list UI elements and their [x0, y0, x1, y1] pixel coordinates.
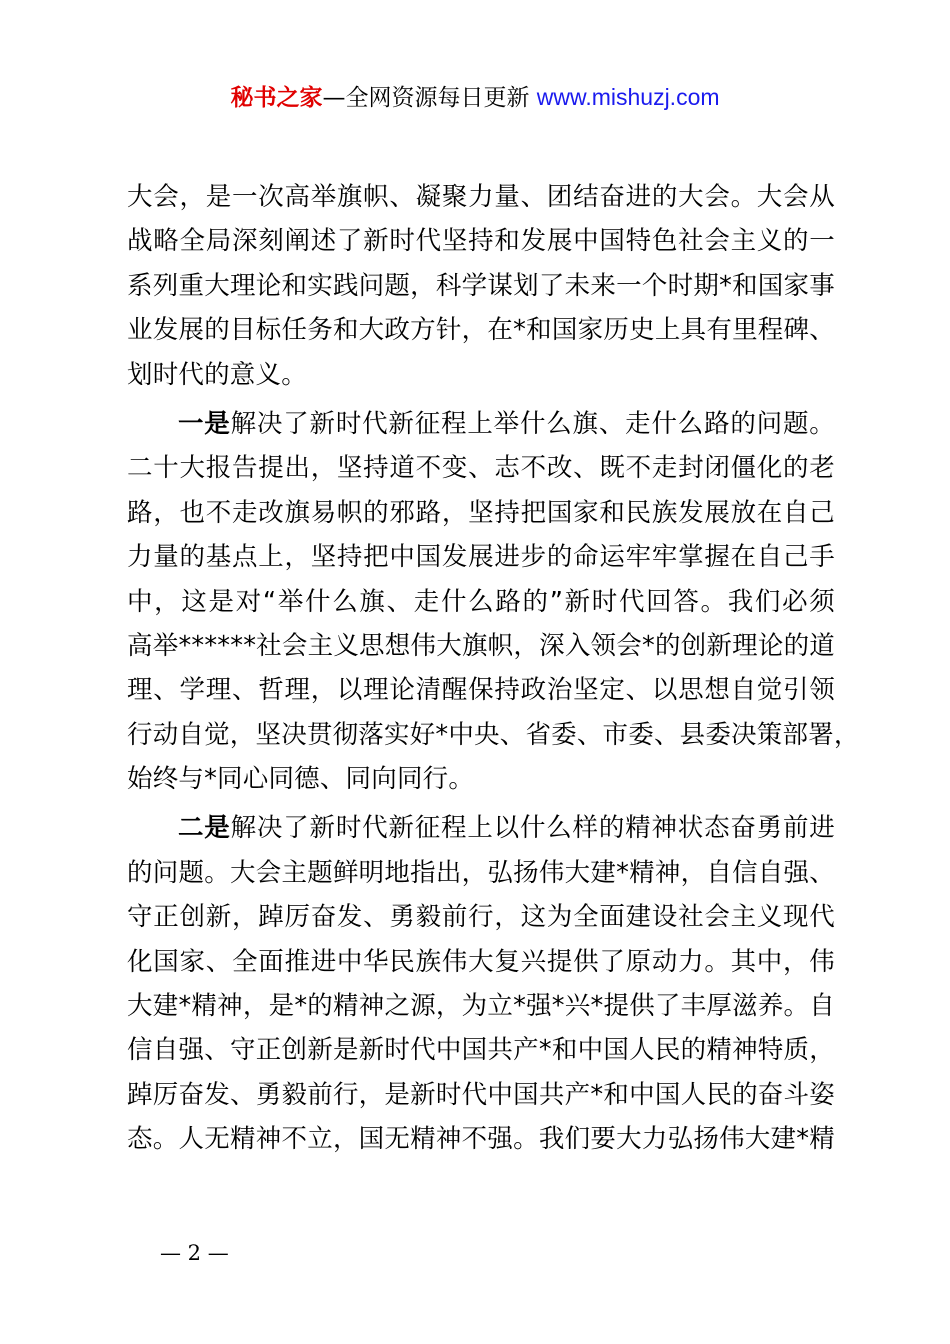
text-line: 行动自觉，坚决贯彻落实好*中央、省委、市委、县委决策部署， [127, 719, 860, 750]
site-url-link[interactable]: www.mishuzj.com [536, 84, 720, 110]
text-line [127, 806, 835, 850]
text-line: 二十大报告提出，坚持道不变、志不改、既不走封闭僵化的老 [127, 453, 835, 484]
text-line: 划时代的意义。 [127, 359, 307, 390]
text-line: 守正创新，踔厉奋发、勇毅前行，这为全面建设社会主义现代 [127, 902, 835, 933]
text-line: 高举******社会主义思想伟大旗帜，深入领会*的创新理论的道 [127, 630, 835, 661]
paragraph-lead: 一是 [178, 408, 231, 439]
text-line: 系列重大理论和实践问题，科学谋划了未来一个时期*和国家事 [127, 270, 835, 301]
text-line: 力量的基点上，坚持把中国发展进步的命运牢牢掌握在自己手 [127, 542, 835, 573]
text-line: 大会，是一次高举旗帜、凝聚力量、团结奋进的大会。大会从 [127, 182, 835, 212]
text-line: 踔厉奋发、勇毅前行，是新时代中国共产*和中国人民的奋斗姿 [127, 1079, 835, 1110]
text-line: 业发展的目标任务和大政方针，在*和国家历史上具有里程碑、 [127, 315, 835, 346]
header-tagline: —全网资源每日更新 [322, 85, 537, 111]
text-line: 大建*精神，是*的精神之源，为立*强*兴*提供了丰厚滋养。自 [127, 991, 835, 1022]
paragraph [127, 175, 835, 397]
text-segment: 解决了新时代新征程上举什么旗、走什么路的问题。 [230, 408, 835, 439]
text-segment: 解决了新时代新征程上以什么样的精神状态奋勇前进 [230, 813, 835, 844]
text-line: 态。人无精神不立，国无精神不强。我们要大力弘扬伟大建*精 [127, 1124, 835, 1155]
paragraph [127, 402, 860, 802]
text-line: 化国家、全面推进中华民族伟大复兴提供了原动力。其中，伟 [127, 946, 835, 977]
text-line: 信自强、守正创新是新时代中国共产*和中国人民的精神特质， [127, 1035, 835, 1066]
page-number: — 2 — [160, 1241, 229, 1265]
paragraph [127, 806, 835, 1161]
text-line [127, 402, 835, 446]
brand-name: 秘书之家 [230, 85, 323, 111]
text-line: 的问题。大会主题鲜明地指出，弘扬伟大建*精神，自信自强、 [127, 857, 835, 888]
text-line: 理、学理、哲理，以理论清醒保持政治坚定、以思想自觉引领 [127, 675, 835, 706]
site-header [0, 80, 950, 115]
document-body [127, 175, 860, 1162]
text-line: 中，这是对“举什么旗、走什么路的”新时代回答。我们必须 [127, 586, 835, 617]
text-line: 始终与*同心同德、同向同行。 [127, 764, 475, 795]
text-line: 战略全局深刻阐述了新时代坚持和发展中国特色社会主义的一 [127, 226, 835, 257]
text-line: 路，也不走改旗易帜的邪路，坚持把国家和民族发展放在自己 [127, 497, 835, 528]
paragraph-lead: 二是 [178, 813, 231, 844]
